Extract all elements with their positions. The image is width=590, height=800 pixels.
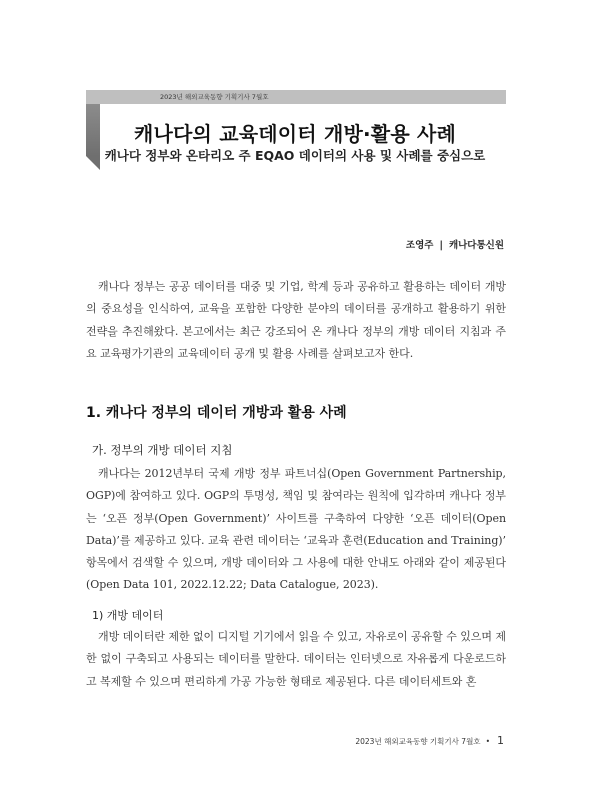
body-paragraph-a: 캐나다는 2012년부터 국제 개방 정부 파트너십(Open Government Partnership, OGP)에 참여하고 있다. OGP의 투명성, 책임 및 참여라는 원칙에 입각하며 캐나다 정부는 ‘오픈 정부(Open Government)’ 사이트를 구축하여 다양한 ‘오픈 데이터(Open Data)’를 제공하고 있다. 교육 관련 데이터는 ‘교육과 훈련(Education and Training)’ 항목에서 검색할 수 있으며, 개방 데이터와 그 사용에 대한 안내도 아래와 같이 제공된다(Open Data 101, 2022.12.22; Data Catalogue, 2023). [86,467,506,592]
author-name: 조영주 [405,240,434,251]
subsection-heading-a: 가. 정부의 개방 데이터 지침 [92,443,233,457]
page-number: 1 [497,734,504,747]
item-heading-1: 1) 개방 데이터 [92,609,164,622]
header-ribbon [86,90,506,104]
author-separator: | [439,240,443,251]
page-subtitle: 캐나다 정부와 온타리오 주 EQAO 데이터의 사용 및 사례를 중심으로 [104,148,486,163]
footer-label: 2023년 해외교육동향 기획기사 7월호 [355,737,481,746]
intro-paragraph: 캐나다 정부는 공공 데이터를 대중 및 기업, 학계 등과 공유하고 활용하는 데이터 개방의 중요성을 인식하여, 교육을 포함한 다양한 분야의 데이터를 공개하고 활용하기 위한 전략을 추진해왔다. 본고에서는 최근 강조되어 온 캐나다 정부의 개방 데이터 지침과 주요 교육평가기관의 교육데이터 공개 및 활용 사례를 살펴보고자 한다. [86,280,506,360]
section-heading-1: 1. 캐나다 정부의 데이터 개방과 활용 사례 [86,405,347,421]
body-paragraph-b: 개방 데이터란 제한 없이 디지털 기기에서 읽을 수 있고, 자유로이 공유할 수 있으며 제한 없이 구축되고 사용되는 데이터를 말한다. 데이터는 인터넷으로 자유롭게 다운로드하고 복제할 수 있으며 편리하게 가공 가능한 형태로 제공된다. 다른 데이터세트와 혼 [86,630,506,688]
footer-dot: • [485,737,490,746]
author-line [406,237,504,251]
page-title: 캐나다의 교육데이터 개방·활용 사례 [133,122,457,146]
author-affiliation: 캐나다통신원 [448,240,504,251]
header-label: 2023년 해외교육동향 기획기사 7월호 [160,93,269,101]
page-footer [355,734,504,747]
